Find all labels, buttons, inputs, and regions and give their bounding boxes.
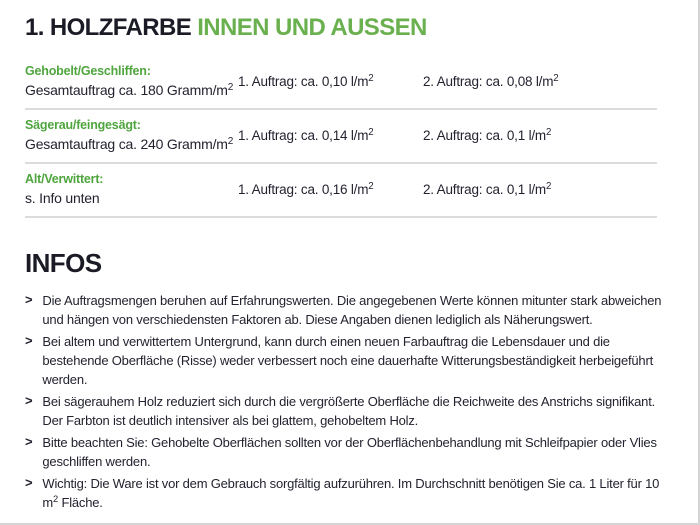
page-title-black: 1. HOLZFARBE xyxy=(25,14,192,41)
bullet-arrow-icon: > xyxy=(25,292,33,307)
page-title xyxy=(25,14,676,42)
surface-type-cell xyxy=(25,118,238,152)
surface-type-sublabel: Gesamtauftrag ca. 240 Gramm/$m^2$ xyxy=(25,136,234,152)
list-item xyxy=(25,393,663,431)
info-text: Bitte beachten Sie: Gehobelte Oberflächen sollten vor der Oberflächenbehandlung mit Schleifpapier oder Vlies geschliffen werden. xyxy=(42,434,657,469)
surface-type-label: Gehobelt/Geschliffen: xyxy=(25,64,151,78)
second-coat-value: 2. Auftrag: ca. 0,08 $l/m^2$ xyxy=(423,73,559,89)
first-coat-value: 1. Auftrag: ca. 0,10 $l/m^2$ xyxy=(238,73,374,89)
surface-type-cell xyxy=(25,172,238,206)
list-item xyxy=(25,475,663,513)
info-text: Bei altem und verwittertem Untergrund, kann durch einen neuen Farbauftrag die Lebensdauer und die bestehende Oberfläche (Risse) weder verbessert noch eine dauerhafte Witterungsbeständigkeit herbeigeführt werden. xyxy=(42,333,653,387)
surface-type-cell xyxy=(25,64,238,98)
surface-type-label: Sägerau/feingesägt: xyxy=(25,118,141,132)
surface-type-sublabel: s. Info unten xyxy=(25,190,100,206)
list-item xyxy=(25,333,663,390)
second-coat-value: 2. Auftrag: ca. 0,1 $l/m^2$ xyxy=(423,181,552,197)
first-coat-value: 1. Auftrag: ca. 0,16 $l/m^2$ xyxy=(238,181,374,197)
infos-list xyxy=(25,292,663,513)
page-title-green: INNEN UND AUSSEN xyxy=(197,14,427,41)
list-item xyxy=(25,292,663,330)
table-row-alt-verwittert xyxy=(25,164,657,218)
bullet-arrow-icon: > xyxy=(25,332,33,348)
bullet-arrow-icon: > xyxy=(25,392,33,408)
application-rate-table xyxy=(25,56,657,218)
table-row-saegerau xyxy=(25,110,657,164)
info-text: Wichtig: Die Ware ist vor dem Gebrauch sorgfältig aufzurühren. Im Durchschnitt benötigen Sie ca. 1 Liter für 10 $m^2$ Fläche. xyxy=(42,475,660,510)
info-text: Die Auftragsmengen beruhen auf Erfahrungswerten. Die angegebenen Werte können mitunter stark abweichen und hängen von verschiedensten Faktoren ab. Diese Angaben dienen lediglich als Näherungswert. xyxy=(42,293,662,327)
list-item xyxy=(25,434,663,472)
infos-heading: INFOS xyxy=(25,248,102,278)
info-text: Bei sägerauhem Holz reduziert sich durch die vergrößerte Oberfläche die Reichweite des Anstrichs signifikant. Der Farbton ist deutlich intensiver als bei glattem, gehobeltem Holz. xyxy=(42,393,656,428)
second-coat-value: 2. Auftrag: ca. 0,1 $l/m^2$ xyxy=(423,127,552,143)
first-coat-value: 1. Auftrag: ca. 0,14 $l/m^2$ xyxy=(238,127,374,143)
surface-type-sublabel: Gesamtauftrag ca. 180 Gramm/$m^2$ xyxy=(25,82,234,98)
surface-type-label: Alt/Verwittert: xyxy=(25,172,104,186)
bullet-arrow-icon: > xyxy=(25,433,33,449)
table-row-gehobelt xyxy=(25,56,657,110)
bullet-arrow-icon: > xyxy=(25,474,33,490)
